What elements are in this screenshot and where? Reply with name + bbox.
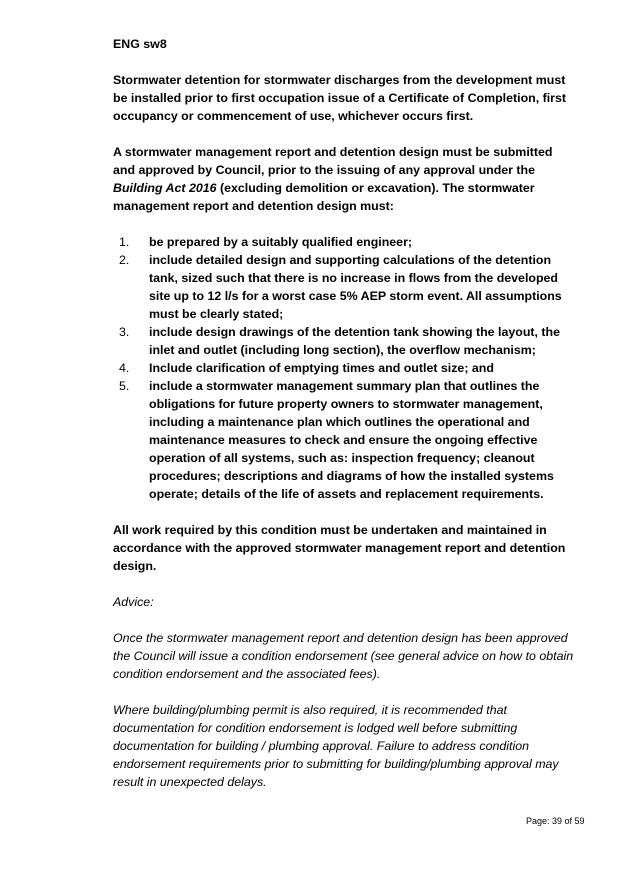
report-text-end: (excluding demolition or excavation). The stormwater management report and detention design must: (113, 181, 535, 213)
advice-label: Advice: (113, 595, 154, 609)
list-item-number: 1. (119, 235, 130, 249)
list-item-text: include a stormwater management summary plan that outlines the obligations for future property owners to stormwater management, including a maintenance plan which outlines the operational and maintenance measures to check and ensure the ongoing effective operation of all systems, such as: inspection frequency; cleanout procedures; descriptions and diagrams of how the installed systems operate; details of the life of assets and replacement requirements. (149, 379, 554, 501)
building-act-reference: Building Act 2016 (113, 181, 217, 195)
advice-paragraph-endorsement: Once the stormwater management report and detention design has been approved the Council will issue a condition endorsement (see general advice on how to obtain condition endorsement and the associated fees). (113, 631, 574, 681)
requirements-list (113, 233, 575, 503)
condition-paragraph-report (113, 143, 575, 215)
list-item-number: 5. (119, 379, 130, 393)
list-item-text: be prepared by a suitably qualified engineer; (149, 235, 413, 249)
list-item-number: 3. (119, 325, 130, 339)
condition-paragraph-maintenance: All work required by this condition must be undertaken and maintained in accordance with the approved stormwater management report and detention design. (113, 523, 566, 573)
advice-paragraph-permit: Where building/plumbing permit is also required, it is recommended that documentation for condition endorsement is lodged well before submitting documentation for building / plumbing approval. Failure to address condition endorsement requirements prior to submitting for building/plumbing approval may result in unexpected delays. (113, 703, 559, 789)
page-number: Page: 39 of 59 (526, 816, 585, 826)
condition-heading: ENG sw8 (113, 37, 167, 51)
condition-paragraph-installation: Stormwater detention for stormwater discharges from the development must be installed prior to first occupation issue of a Certificate of Completion, first occupancy or commencement of use, whichever occurs first. (113, 73, 567, 123)
list-item-text: Include clarification of emptying times and outlet size; and (149, 361, 494, 375)
list-item (113, 251, 575, 323)
list-item (113, 323, 575, 359)
list-item-text: include detailed design and supporting calculations of the detention tank, sized such that there is no increase in flows from the developed site up to 12 l/s for a worst case 5% AEP storm event. All assumptions must be clearly stated; (149, 253, 562, 321)
list-item (113, 233, 575, 251)
list-item (113, 359, 575, 377)
list-item-text: include design drawings of the detention tank showing the layout, the inlet and outlet (including long section), the overflow mechanism; (149, 325, 560, 357)
report-text-start: A stormwater management report and detention design must be submitted and approved by Council, prior to the issuing of any approval under the (113, 145, 553, 177)
document-body (113, 35, 575, 791)
list-item-number: 2. (119, 253, 130, 267)
list-item (113, 377, 575, 503)
list-item-number: 4. (119, 361, 130, 375)
